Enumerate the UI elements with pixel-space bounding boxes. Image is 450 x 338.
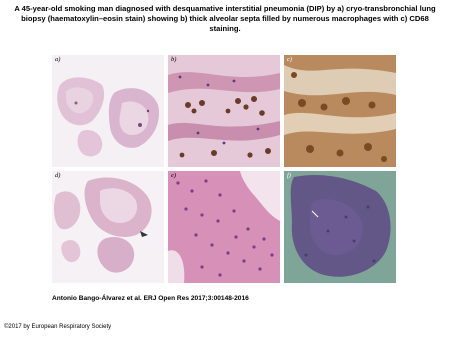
panel-d-graphic [52, 171, 164, 283]
figure-title: A 45-year-old smoking man diagnosed with desquamative interstitial pneumonia (DIP) by a) cryo-transbronchial lung biopsy (haematoxylin–eosin stain) showing b) thick alveolar septa filled by numerous macrophages with c) CD68 staining. [14, 4, 436, 33]
panel-f-label: f) [287, 172, 291, 179]
panel-b-image [168, 55, 280, 167]
panel-d-label: d) [55, 172, 61, 179]
panel-e-image [168, 171, 280, 283]
panel-e-graphic [168, 171, 280, 283]
panel-f-graphic [284, 171, 396, 283]
panel-e-label: e) [171, 172, 177, 179]
panel-d-image [52, 171, 164, 283]
panel-f-image [284, 171, 396, 283]
panel-a-image [52, 55, 164, 167]
panel-a-label: a) [55, 56, 61, 63]
copyright: ©2017 by European Respiratory Society [4, 324, 112, 330]
panel-c-graphic [284, 55, 396, 167]
panel-a-graphic [52, 55, 164, 167]
panel-c-image [284, 55, 396, 167]
panel-b-label: b) [171, 56, 177, 63]
panel-b-graphic [168, 55, 280, 167]
citation: Antonio Bango-Álvarez et al. ERJ Open Res 2017;3:00148-2016 [52, 295, 249, 302]
panel-c-label: c) [287, 56, 293, 63]
